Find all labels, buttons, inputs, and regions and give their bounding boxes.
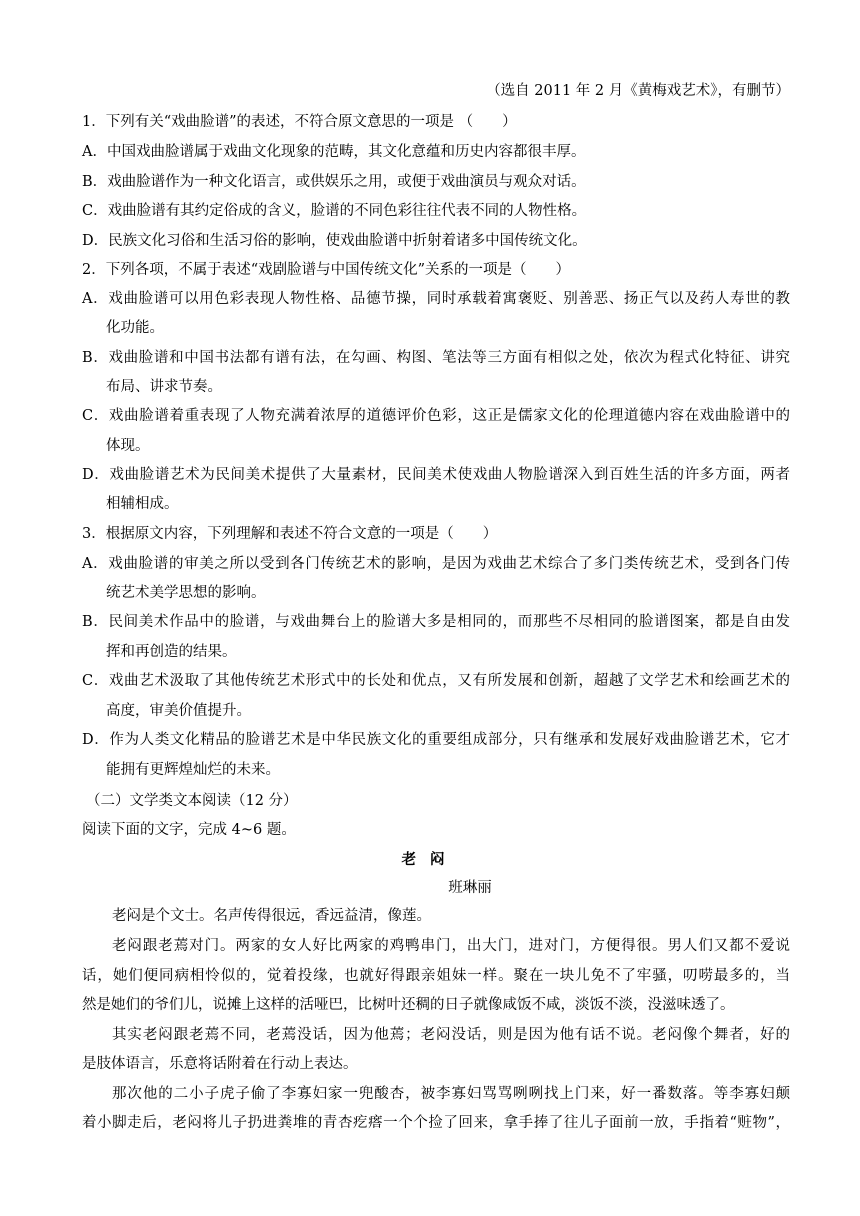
question-3-option-d-cont: 能拥有更辉煌灿烂的未来。 [106, 762, 280, 778]
question-3-option-b: B．民间美术作品中的脸谱，与戏曲舞台上的脸谱大多是相同的，而那些不尽相同的脸谱图案，都是自由发 [82, 614, 790, 630]
question-2-option-a: A．戏曲脸谱可以用色彩表现人物性格、品德节操，同时承载着寓褒贬、别善恶、扬正气以及药人寿世的教 [82, 291, 790, 307]
story-paragraph-4-line-2: 着小脚走后，老闷将儿子扔进粪堆的青杏疙瘩一个个捡了回来，拿手捧了往儿子面前一放，手指着“赃物”， [82, 1115, 790, 1131]
question-3-option-c-cont: 高度，审美价值提升。 [106, 703, 251, 719]
story-paragraph-2-line-2: 话，她们便同病相怜似的，觉着投缘，也就好得跟亲姐妹一样。聚在一块儿免不了牢骚，叨唠最多的，当 [82, 968, 790, 984]
question-3-option-b-cont: 挥和再创造的结果。 [106, 644, 237, 660]
question-2-stem: 2．下列各项，不属于表述“戏剧脸谱与中国传统文化”关系的一项是（ ） [82, 262, 571, 278]
question-2-option-d: D．戏曲脸谱艺术为民间美术提供了大量素材，民间美术使戏曲人物脸谱深入到百姓生活的许多方面，两者 [82, 467, 790, 483]
source-citation: （选自 2011 年 2 月《黄梅戏艺术》，有删节） [486, 83, 790, 99]
story-paragraph-2-line-1: 老闷跟老蔫对门。两家的女人好比两家的鸡鸭串门，出大门，进对门，方便得很。男人们又都不爱说 [112, 938, 790, 954]
story-title: 老闷 [401, 851, 459, 868]
story-paragraph-1: 老闷是个文士。名声传得很远，香远益清，像莲。 [112, 908, 431, 924]
question-3-option-a-cont: 统艺术美学思想的影响。 [106, 585, 266, 601]
story-paragraph-3-line-2: 是肢体语言，乐意将话附着在行动上表达。 [82, 1056, 358, 1072]
question-2-option-b-cont: 布局、讲求节奏。 [106, 379, 222, 395]
question-3-option-a: A．戏曲脸谱的审美之所以受到各门传统艺术的影响，是因为戏曲艺术综合了多门类传统艺术，受到各门传 [82, 556, 790, 572]
question-1-option-c: C．戏曲脸谱有其约定俗成的含义，脸谱的不同色彩往往代表不同的人物性格。 [82, 203, 587, 219]
question-2-option-d-cont: 相辅相成。 [106, 496, 179, 512]
question-3-stem: 3．根据原文内容，下列理解和表述不符合文意的一项是（ ） [82, 526, 498, 542]
question-2-option-c-cont: 体现。 [106, 438, 150, 454]
story-paragraph-2-line-3: 然是她们的爷们儿，说摊上这样的活哑巴，比树叶还稠的日子就像咸饭不咸，淡饭不淡，没滋味透了。 [82, 997, 735, 1013]
question-2-option-b: B．戏曲脸谱和中国书法都有谱有法，在勾画、构图、笔法等三方面有相似之处，依次为程式化特征、讲究 [82, 350, 790, 366]
section-heading: （二）文学类文本阅读（12 分） [86, 793, 298, 809]
question-1-option-d: D．民族文化习俗和生活习俗的影响，使戏曲脸谱中折射着诸多中国传统文化。 [82, 233, 587, 249]
question-1-stem: 1．下列有关“戏曲脸谱”的表述，不符合原文意思的一项是 （ ） [82, 114, 517, 130]
reading-instruction: 阅读下面的文字，完成 4~6 题。 [82, 822, 296, 838]
question-3-option-c: C．戏曲艺术汲取了其他传统艺术形式中的长处和优点，又有所发展和创新，超越了文学艺术和绘画艺术的 [82, 673, 790, 689]
question-1-option-a: A．中国戏曲脸谱属于戏曲文化现象的范畴，其文化意蕴和历史内容都很丰厚。 [82, 144, 586, 160]
question-2-option-a-cont: 化功能。 [106, 320, 164, 336]
story-paragraph-4-line-1: 那次他的二小子虎子偷了李寡妇家一兜酸杏，被李寡妇骂骂咧咧找上门来，好一番数落。等李寡妇颠 [112, 1086, 790, 1102]
story-author: 班琳丽 [448, 880, 492, 896]
story-paragraph-3-line-1: 其实老闷跟老蔫不同，老蔫没话，因为他蔫；老闷没话，则是因为他有话不说。老闷像个舞者，好的 [112, 1027, 790, 1043]
question-3-option-d: D．作为人类文化精品的脸谱艺术是中华民族文化的重要组成部分，只有继承和发展好戏曲脸谱艺术，它才 [82, 732, 790, 748]
question-1-option-b: B．戏曲脸谱作为一种文化语言，或供娱乐之用，或便于戏曲演员与观众对话。 [82, 174, 586, 190]
question-2-option-c: C．戏曲脸谱着重表现了人物充满着浓厚的道德评价色彩，这正是儒家文化的伦理道德内容在戏曲脸谱中的 [82, 408, 790, 424]
